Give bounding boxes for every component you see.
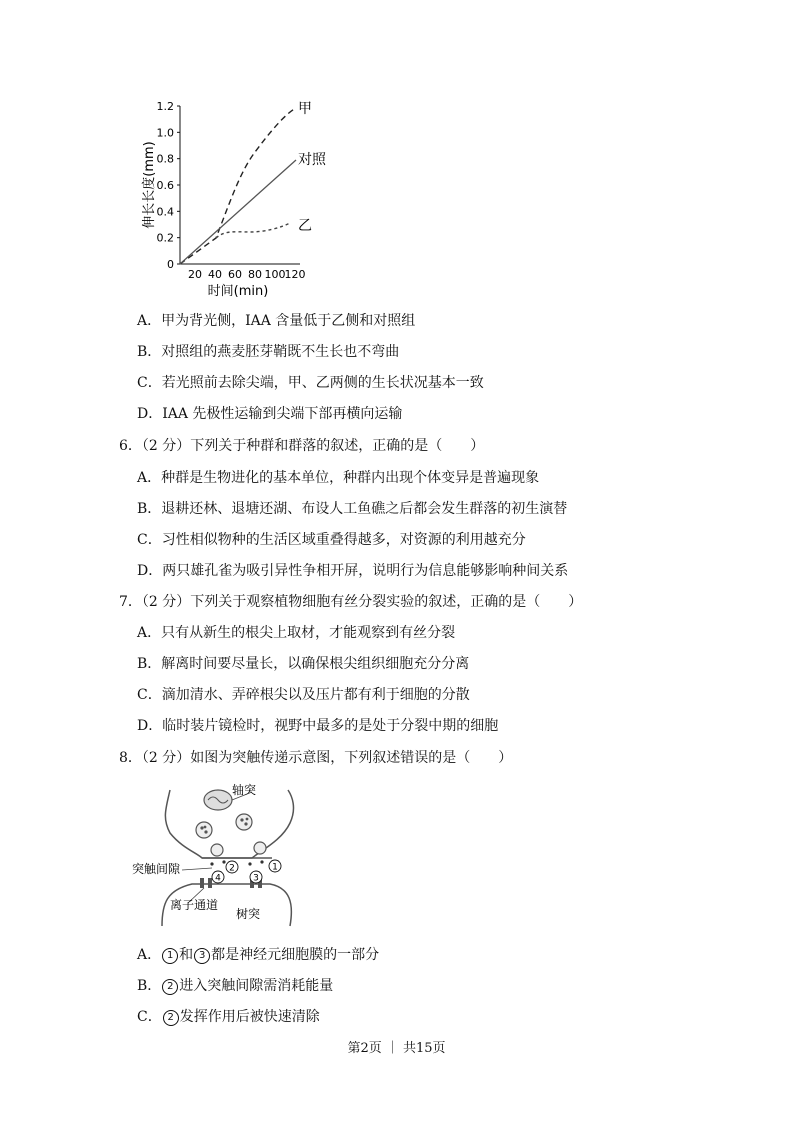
q8-stem: 8．（2 分）如图为突触传递示意图，下列叙述错误的是（ ）: [119, 750, 513, 766]
series-label-jia: 甲: [298, 101, 312, 117]
q8-option-a: A． 1 和 3 都是神经元细胞膜的一部分: [137, 947, 380, 963]
series-label-yi: 乙: [298, 218, 312, 234]
q5-option-b: B．对照组的燕麦胚芽鞘既不生长也不弯曲: [137, 344, 400, 360]
diagram-marker-2: 2: [229, 863, 235, 874]
y-tick-label: 1.0: [156, 126, 174, 140]
label-dendrite: 树突: [236, 907, 261, 921]
y-tick-label: 0.4: [156, 205, 174, 219]
q7-option-b: B．解离时间要尽量长，以确保根尖组织细胞充分分离: [137, 656, 470, 672]
curve-control: [180, 160, 296, 264]
circled-number-2: 2: [162, 979, 178, 995]
q7-option-d: D．临时装片镜检时，视野中最多的是处于分裂中期的细胞: [137, 718, 499, 734]
x-tick-label: 80: [248, 268, 262, 281]
q6-option-a: A．种群是生物进化的基本单位，种群内出现个体变异是普遍现象: [137, 470, 540, 486]
q7-option-a: A．只有从新生的根尖上取材，才能观察到有丝分裂: [137, 625, 456, 641]
q5-option-d: D．IAA 先极性运输到尖端下部再横向运输: [137, 406, 403, 422]
label-ion-channel: 离子通道: [170, 898, 219, 912]
x-tick-label: 100: [264, 268, 286, 281]
circled-number-3: 3: [194, 948, 210, 964]
y-tick-label: 0.2: [156, 231, 174, 245]
curve-yi: [216, 223, 290, 238]
q6-option-c: C．习性相似物种的生活区域重叠得越多，对资源的利用越充分: [137, 532, 526, 548]
x-axis-label: 时间(min): [207, 284, 269, 299]
circled-number-2: 2: [163, 1010, 179, 1026]
label-axon: 轴突: [232, 783, 257, 797]
y-tick-label: 0.6: [156, 179, 174, 192]
q6-option-b: B．退耕还林、退塘还湖、布设人工鱼礁之后都会发生群落的初生演替: [137, 501, 568, 517]
diagram-marker-4: 4: [215, 873, 221, 884]
synapse-diagram: [132, 778, 302, 928]
series-label-control: 对照: [298, 152, 326, 168]
y-tick-label: 1.2: [156, 100, 174, 113]
diagram-marker-1: 1: [272, 862, 278, 873]
x-tick-label: 20: [188, 268, 202, 281]
y-tick-label: 0.8: [156, 152, 174, 166]
q6-stem: 6．（2 分）下列关于种群和群落的叙述，正确的是（ ）: [119, 438, 485, 454]
q6-option-d: D．两只雄孔雀为吸引异性争相开屏，说明行为信息能够影响种间关系: [137, 563, 569, 579]
y-tick-label: 0: [167, 258, 174, 271]
q7-option-c: C．滴加清水、弄碎根尖以及压片都有利于细胞的分散: [137, 687, 470, 703]
q7-stem: 7．（2 分）下列关于观察植物细胞有丝分裂实验的叙述，正确的是（ ）: [119, 594, 583, 610]
growth-chart: [120, 92, 380, 307]
x-tick-label: 40: [208, 268, 222, 281]
curve-jia: [180, 108, 296, 264]
x-tick-label: 60: [228, 268, 242, 281]
y-axis-label: 伸长长度(mm): [142, 141, 157, 229]
q5-option-c: C．若光照前去除尖端，甲、乙两侧的生长状况基本一致: [137, 375, 484, 391]
label-synaptic-cleft: 突触间隙: [132, 862, 181, 876]
q8-option-c: C． 2 发挥作用后被快速清除: [137, 1009, 320, 1025]
q5-option-a: A．甲为背光侧，IAA 含量低于乙侧和对照组: [137, 313, 416, 329]
page-footer: 第2页 ｜ 共15页: [347, 1041, 446, 1056]
circled-number-1: 1: [162, 948, 178, 964]
q8-option-b: B． 2 进入突触间隙需消耗能量: [137, 978, 334, 994]
x-tick-label: 120: [284, 268, 306, 281]
diagram-marker-3: 3: [253, 873, 259, 884]
